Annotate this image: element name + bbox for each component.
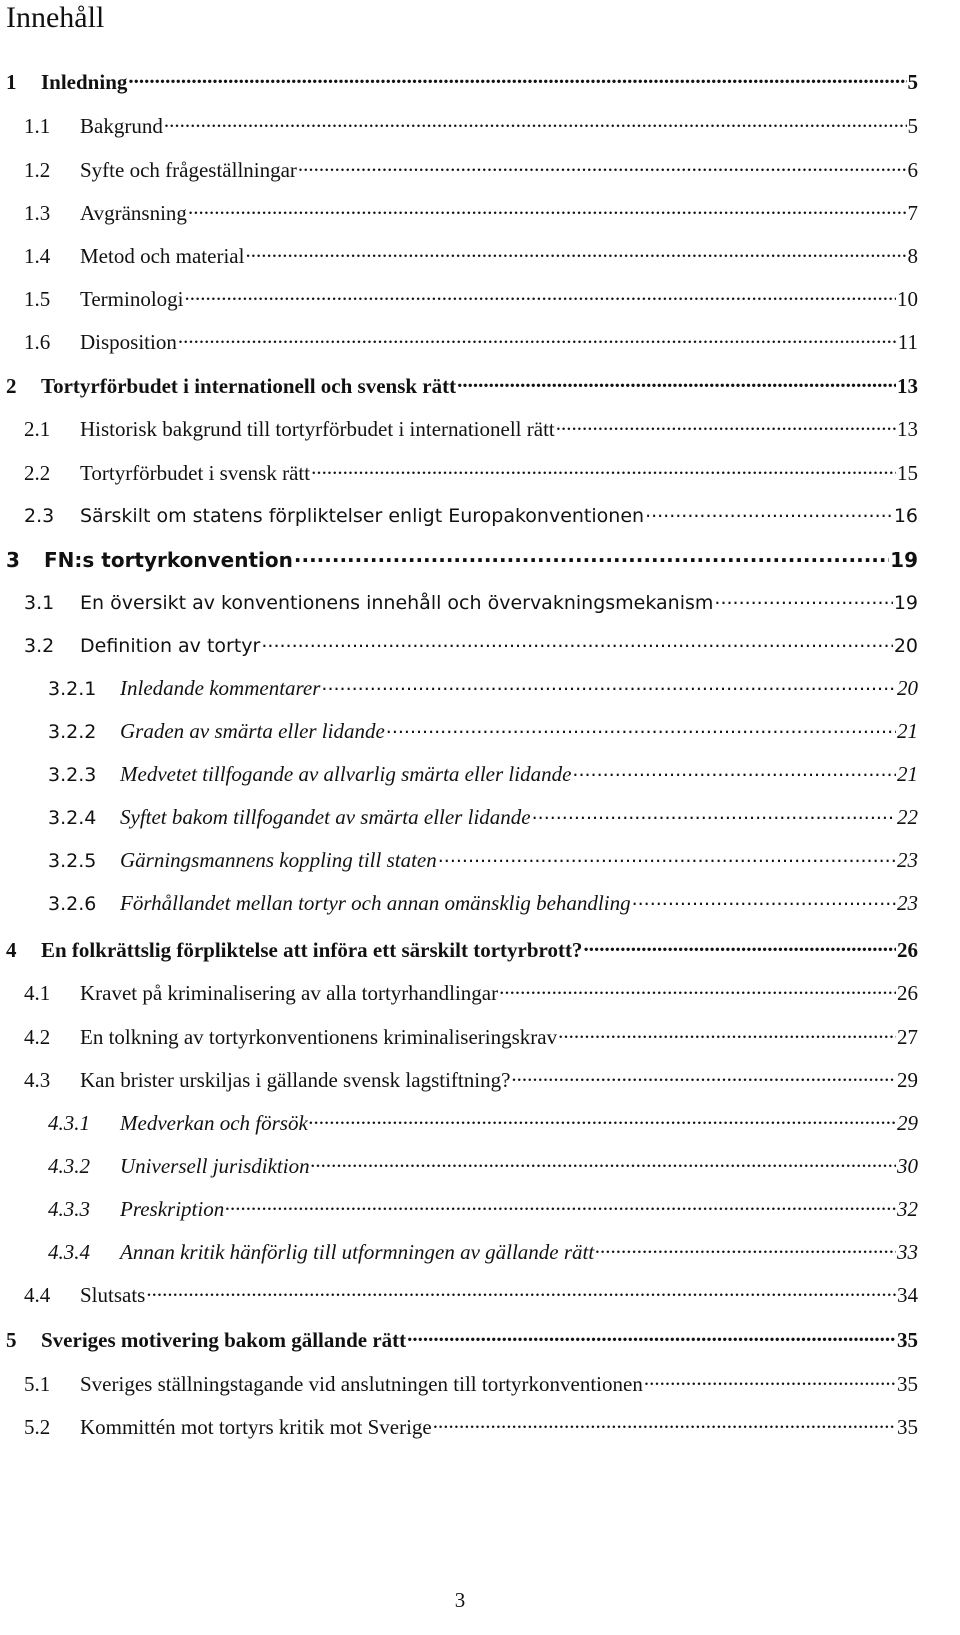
toc-entry-page: 23 xyxy=(897,848,918,872)
toc-entry-3-2-6[interactable] xyxy=(0,891,960,921)
dot-leader xyxy=(583,936,896,957)
toc-entry-4-3-2[interactable] xyxy=(0,1152,960,1182)
toc-entry-page: 23 xyxy=(897,891,918,915)
toc-entry-4[interactable] xyxy=(0,936,960,966)
dot-leader xyxy=(146,1281,896,1302)
toc-entry-number: 3.2.6 xyxy=(48,893,97,915)
toc-entry-title: Slutsats xyxy=(80,1283,146,1307)
toc-entry-number: 3.2 xyxy=(24,635,55,657)
toc-entry-page: 35 xyxy=(897,1372,918,1396)
toc-entry-number: 4.3.3 xyxy=(48,1197,90,1221)
toc-entry-page: 21 xyxy=(897,719,918,743)
toc-entry-page: 21 xyxy=(897,762,918,786)
dot-leader xyxy=(261,633,892,652)
toc-entry-title: Inledning xyxy=(41,70,128,94)
toc-entry-5-1[interactable] xyxy=(0,1370,960,1400)
toc-entry-page: 5 xyxy=(907,114,918,138)
dot-leader xyxy=(294,547,889,567)
toc-entry-number: 3.2.2 xyxy=(48,721,97,743)
toc-entry-title: Metod och material xyxy=(80,244,245,268)
toc-entry-4-3-4[interactable] xyxy=(0,1238,960,1268)
dot-leader xyxy=(309,1109,896,1130)
toc-entry-title: Inledande kommentarer xyxy=(120,676,321,700)
toc-entry-page: 16 xyxy=(893,505,918,527)
dot-leader xyxy=(433,1413,896,1434)
toc-entry-page: 35 xyxy=(897,1415,918,1439)
toc-entry-2-1[interactable] xyxy=(0,415,960,445)
dot-leader xyxy=(532,805,896,824)
toc-entry-title: En översikt av konventionens innehåll och övervakningsmekanism xyxy=(80,592,714,614)
toc-entry-2-2[interactable] xyxy=(0,459,960,489)
toc-entry-title: Definition av tortyr xyxy=(80,635,261,657)
toc-entry-page: 5 xyxy=(907,70,918,94)
page-number: 3 xyxy=(454,1588,466,1612)
dot-leader xyxy=(311,1152,896,1173)
toc-entry-5-2[interactable] xyxy=(0,1413,960,1443)
toc-entry-page: 13 xyxy=(897,374,918,398)
toc-entry-page: 26 xyxy=(897,938,918,962)
toc-entry-page: 10 xyxy=(897,287,918,311)
dot-leader xyxy=(321,676,896,695)
toc-entry-title: Universell jurisdiktion xyxy=(120,1154,310,1178)
toc-entry-title: Kan brister urskiljas i gällande svensk lagstiftning? xyxy=(80,1068,511,1092)
toc-entry-4-3-3[interactable] xyxy=(0,1195,960,1225)
toc-entry-number: 4.3.2 xyxy=(48,1154,90,1178)
toc-entry-number: 2.3 xyxy=(24,505,55,527)
toc-entry-page: 33 xyxy=(897,1240,918,1264)
toc-entry-1-4[interactable] xyxy=(0,242,960,272)
toc-entry-number: 4.3.4 xyxy=(48,1240,90,1264)
toc-entry-title: Graden av smärta eller lidande xyxy=(120,719,385,743)
dot-leader xyxy=(128,68,906,89)
toc-entry-3[interactable] xyxy=(0,547,960,577)
toc-entry-3-2-4[interactable] xyxy=(0,805,960,835)
toc-entry-title: Disposition xyxy=(80,330,177,354)
toc-entry-4-4[interactable] xyxy=(0,1281,960,1311)
toc-entry-number: 2.2 xyxy=(24,461,51,485)
toc-entry-title: Förhållandet mellan tortyr och annan omänsklig behandling xyxy=(120,891,631,915)
toc-entry-1[interactable] xyxy=(0,68,960,98)
toc-entry-title: Kommittén mot tortyrs kritik mot Sverige xyxy=(80,1415,432,1439)
dot-leader xyxy=(645,503,893,522)
toc-entry-title: Sveriges ställningstagande vid anslutningen till tortyrkonventionen xyxy=(80,1372,643,1396)
toc-entry-number: 5.1 xyxy=(24,1372,51,1396)
toc-entry-title: Syfte och frågeställningar xyxy=(80,158,297,182)
toc-entry-number: 4.2 xyxy=(24,1025,51,1049)
toc-entry-3-2-1[interactable] xyxy=(0,676,960,706)
toc-entry-number: 4.3.1 xyxy=(48,1111,90,1135)
toc-entry-3-2-2[interactable] xyxy=(0,719,960,749)
toc-entry-number: 3.1 xyxy=(24,592,55,614)
toc-entry-number: 4 xyxy=(6,938,17,962)
toc-entry-title: Preskription xyxy=(120,1197,225,1221)
toc-entry-page: 26 xyxy=(897,981,918,1005)
toc-entry-number: 1.1 xyxy=(24,114,51,138)
dot-leader xyxy=(164,112,907,133)
toc-entry-2[interactable] xyxy=(0,372,960,402)
toc-entry-number: 1.6 xyxy=(24,330,51,354)
dot-leader xyxy=(644,1370,896,1391)
toc-entry-number: 3.2.1 xyxy=(48,678,97,700)
dot-leader xyxy=(245,242,906,263)
dot-leader xyxy=(188,199,907,220)
toc-entry-number: 3.2.5 xyxy=(48,850,97,872)
toc-entry-title: Sveriges motivering bakom gällande rätt xyxy=(41,1328,407,1352)
toc-entry-page: 27 xyxy=(897,1025,918,1049)
toc-entry-number: 1.2 xyxy=(24,158,51,182)
toc-entry-page: 29 xyxy=(897,1111,918,1135)
toc-entry-number: 4.3 xyxy=(24,1068,51,1092)
toc-entry-number: 2 xyxy=(6,374,17,398)
toc-entry-3-2[interactable] xyxy=(0,633,960,663)
toc-entry-page: 20 xyxy=(897,676,918,700)
dot-leader xyxy=(185,285,896,306)
toc-entry-number: 1 xyxy=(6,70,17,94)
toc-heading: Innehåll xyxy=(6,1,105,34)
toc-entry-1-2[interactable] xyxy=(0,156,960,186)
toc-entry-number: 5 xyxy=(6,1328,17,1352)
toc-entry-4-3-1[interactable] xyxy=(0,1109,960,1139)
toc-entry-1-5[interactable] xyxy=(0,285,960,315)
dot-leader xyxy=(225,1195,896,1216)
toc-entry-page: 19 xyxy=(893,592,918,614)
toc-entry-number: 1.5 xyxy=(24,287,51,311)
toc-entry-number: 3.2.3 xyxy=(48,764,97,786)
toc-entry-title: Kravet på kriminalisering av alla tortyrhandlingar xyxy=(80,981,499,1005)
toc-entry-number: 4.4 xyxy=(24,1283,51,1307)
toc-entry-title: Medvetet tillfogande av allvarlig smärta eller lidande xyxy=(120,762,572,786)
dot-leader xyxy=(438,848,896,867)
toc-entry-title: Syftet bakom tillfogandet av smärta eller lidande xyxy=(120,805,531,829)
toc-entry-number: 5.2 xyxy=(24,1415,51,1439)
toc-entry-page: 7 xyxy=(907,201,918,225)
toc-entry-title: Särskilt om statens förpliktelser enligt Europakonventionen xyxy=(80,505,645,527)
toc-entry-page: 35 xyxy=(897,1328,918,1352)
toc-entry-title: Tortyrförbudet i internationell och svensk rätt xyxy=(41,374,457,398)
toc-entry-number: 1.4 xyxy=(24,244,51,268)
toc-entry-title: Medverkan och försök xyxy=(120,1111,308,1135)
toc-entry-3-2-3[interactable] xyxy=(0,762,960,792)
toc-entry-page: 34 xyxy=(897,1283,918,1307)
toc-entry-title: Historisk bakgrund till tortyrförbudet i internationell rätt xyxy=(80,417,555,441)
toc-entry-1-6[interactable] xyxy=(0,328,960,358)
dot-leader xyxy=(572,762,896,781)
toc-entry-page: 6 xyxy=(907,158,918,182)
toc-entry-page: 22 xyxy=(897,805,918,829)
toc-entry-number: 3 xyxy=(6,548,20,572)
toc-entry-page: 19 xyxy=(890,548,918,572)
toc-entry-title: En folkrättslig förpliktelse att införa ett särskilt tortyrbrott? xyxy=(41,938,583,962)
toc-entry-4-3[interactable] xyxy=(0,1066,960,1096)
toc-entry-3-1[interactable] xyxy=(0,590,960,620)
toc-entry-3-2-5[interactable] xyxy=(0,848,960,878)
toc-entry-title: En tolkning av tortyrkonventionens kriminaliseringskrav xyxy=(80,1025,558,1049)
toc-entry-title: Annan kritik hänförlig till utformningen av gällande rätt xyxy=(120,1240,595,1264)
dot-leader xyxy=(407,1326,896,1347)
toc-entry-1-1[interactable] xyxy=(0,112,960,142)
toc-entry-4-1[interactable] xyxy=(0,979,960,1009)
toc-entry-page: 8 xyxy=(907,244,918,268)
dot-leader xyxy=(556,415,896,436)
toc-entry-title: Gärningsmannens koppling till staten xyxy=(120,848,437,872)
dot-leader xyxy=(386,719,896,738)
dot-leader xyxy=(632,891,896,910)
toc-entry-2-3[interactable] xyxy=(0,503,960,533)
toc-entry-page: 20 xyxy=(893,635,918,657)
toc-entry-number: 4.1 xyxy=(24,981,51,1005)
toc-entry-1-3[interactable] xyxy=(0,199,960,229)
toc-entry-page: 13 xyxy=(897,417,918,441)
dot-leader xyxy=(714,590,892,609)
toc-entry-title: Avgränsning xyxy=(80,201,187,225)
toc-entry-4-2[interactable] xyxy=(0,1023,960,1053)
toc-entry-number: 3.2.4 xyxy=(48,807,97,829)
toc-entry-page: 30 xyxy=(897,1154,918,1178)
dot-leader xyxy=(499,979,896,1000)
toc-entry-page: 15 xyxy=(897,461,918,485)
toc-entry-page: 29 xyxy=(897,1068,918,1092)
toc-entry-5[interactable] xyxy=(0,1326,960,1356)
toc-entry-number: 2.1 xyxy=(24,417,51,441)
dot-leader xyxy=(457,372,896,393)
dot-leader xyxy=(298,156,907,177)
toc-entry-title: Tortyrförbudet i svensk rätt xyxy=(80,461,311,485)
dot-leader xyxy=(511,1066,896,1087)
toc-entry-number: 1.3 xyxy=(24,201,51,225)
toc-entry-title: FN:s tortyrkonvention xyxy=(44,548,293,572)
dot-leader xyxy=(311,459,896,480)
toc-entry-page: 32 xyxy=(897,1197,918,1221)
dot-leader xyxy=(178,328,897,349)
toc-entry-title: Terminologi xyxy=(80,287,184,311)
toc-entry-title: Bakgrund xyxy=(80,114,163,138)
dot-leader xyxy=(595,1238,896,1259)
toc-entry-page: 11 xyxy=(897,330,918,354)
dot-leader xyxy=(558,1023,896,1044)
